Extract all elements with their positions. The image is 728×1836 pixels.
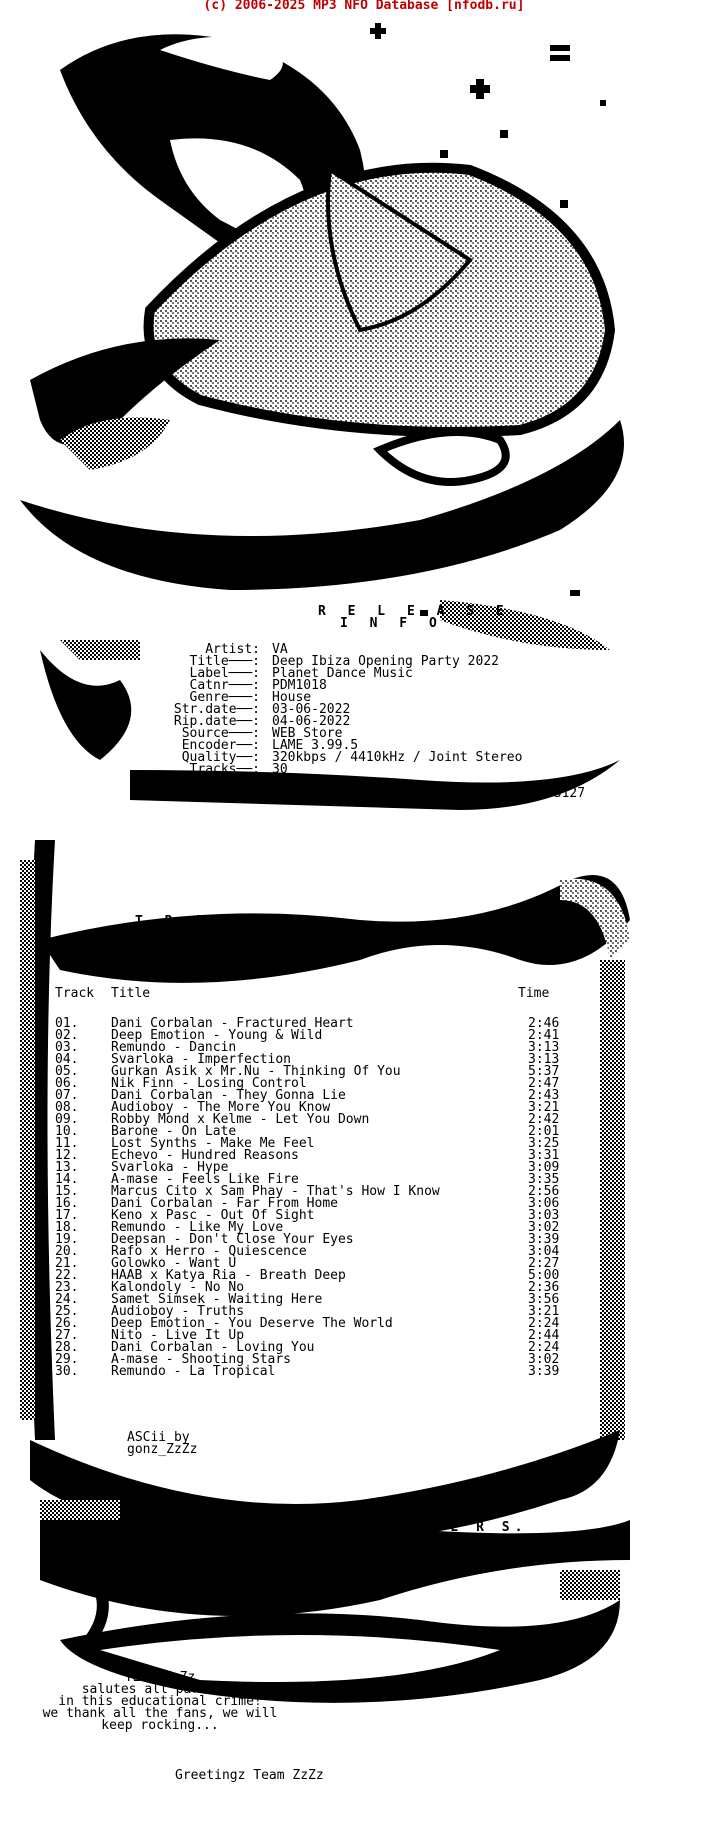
track-time: 3:39	[528, 1232, 560, 1247]
field-value: 04-06-2022	[272, 714, 351, 729]
track-title: Samet Simsek - Waiting Here	[111, 1292, 323, 1307]
track-number: 20.	[55, 1244, 79, 1259]
site-header: (c) 2006-2025 MP3 NFO Database [nfodb.ru]	[203, 0, 525, 13]
track-time: 5:00	[528, 1268, 560, 1283]
track-number: 02.	[55, 1028, 79, 1043]
greeting: Greetingz Team ZzZz	[175, 1768, 324, 1783]
track-time: 3:06	[528, 1196, 560, 1211]
listing-heading: L I S T I N G	[120, 938, 313, 953]
track-time: 3:13	[528, 1052, 560, 1067]
track-time: 5:37	[528, 1064, 560, 1079]
comment-line-4: we thank all the fans, we will	[42, 1706, 278, 1721]
track-title: Dani Corbalan - Fractured Heart	[111, 1016, 354, 1031]
field-value: 320kbps / 4410kHz / Joint Stereo	[272, 750, 523, 765]
field-value: House	[272, 690, 312, 705]
column-title-header: Title	[111, 986, 151, 1001]
comment-line-2: salutes all partners	[81, 1682, 239, 1697]
field-value: LAME 3.99.5	[272, 738, 359, 753]
track-number: 15.	[55, 1184, 79, 1199]
track-time: 3:35	[528, 1172, 560, 1187]
field-label: Genre───:	[189, 690, 260, 705]
comment-line-5: keep rocking...	[101, 1718, 219, 1733]
field-value: http://www.deezer.com/de/album/321703127	[272, 786, 586, 801]
track-title: Deepsan - Don't Close Your Eyes	[111, 1232, 354, 1247]
track-title: Deep Emotion - Young & Wild	[111, 1028, 323, 1043]
track-time: 2:27	[528, 1256, 560, 1271]
field-label: Quality──:	[181, 750, 260, 765]
field-value: 230.99MB	[272, 774, 335, 789]
comment-line-3: in this educational crime!	[58, 1694, 262, 1709]
track-time: 3:21	[528, 1100, 560, 1115]
track-time: 2:56	[528, 1184, 560, 1199]
track-number: 22.	[55, 1268, 79, 1283]
field-label: Encoder──:	[181, 738, 260, 753]
track-number: 23.	[55, 1280, 79, 1295]
track-time: 3:25	[528, 1136, 560, 1151]
track-title: Nik Finn - Losing Control	[111, 1076, 307, 1091]
track-time: 2:24	[528, 1316, 560, 1331]
track-title: Rafo x Herro - Quiescence	[111, 1244, 307, 1259]
field-value: 30	[272, 762, 288, 777]
track-number: 24.	[55, 1292, 79, 1307]
track-number: 03.	[55, 1040, 79, 1055]
track-time: 3:13	[528, 1040, 560, 1055]
track-number: 01.	[55, 1016, 79, 1031]
field-value: WEB Store	[272, 726, 343, 741]
track-time: 2:42	[528, 1112, 560, 1127]
field-label: Label───:	[189, 666, 260, 681]
track-number: 10.	[55, 1124, 79, 1139]
comment-line-1: TEAM ZzZz	[124, 1670, 196, 1685]
track-number: 18.	[55, 1220, 79, 1235]
track-title: Nito - Live It Up	[111, 1328, 245, 1343]
track-number: 12.	[55, 1148, 79, 1163]
track-title: Kalondoly - No No	[111, 1280, 245, 1295]
track-time: 3:56	[528, 1292, 560, 1307]
field-value: Deep Ibiza Opening Party 2022	[272, 654, 499, 669]
info-heading: I N F O	[340, 616, 444, 631]
track-number: 19.	[55, 1232, 79, 1247]
track-title: Deep Emotion - You Deserve The World	[111, 1316, 393, 1331]
track-number: 08.	[55, 1100, 79, 1115]
track-time: 3:09	[528, 1160, 560, 1175]
track-time: 2:01	[528, 1124, 560, 1139]
track-title: A-mase - Shooting Stars	[111, 1352, 292, 1367]
track-number: 26.	[55, 1316, 79, 1331]
track-number: 29.	[55, 1352, 79, 1367]
track-number: 21.	[55, 1256, 79, 1271]
credits-line-1: ASCii by	[127, 1430, 190, 1445]
track-number: 17.	[55, 1208, 79, 1223]
track-title: Dani Corbalan - Loving You	[111, 1340, 315, 1355]
track-time: 3:04	[528, 1244, 560, 1259]
field-label: Url──:	[213, 786, 260, 801]
track-number: 28.	[55, 1340, 79, 1355]
track-title: Gurkan Asik x Mr.Nu - Thinking Of You	[111, 1064, 401, 1079]
track-title: Remundo - Like My Love	[111, 1220, 284, 1235]
column-track-header: Track	[55, 986, 95, 1001]
track-heading: T R A C K	[135, 914, 269, 929]
track-title: Dani Corbalan - Far From Home	[111, 1196, 338, 1211]
field-label: Str.date──:	[173, 702, 260, 717]
track-title: Keno x Pasc - Out Of Sight	[111, 1208, 315, 1223]
comment-heading: .C O M M E N T.	[335, 1548, 528, 1563]
track-time: 2:24	[528, 1340, 560, 1355]
track-number: 16.	[55, 1196, 79, 1211]
track-time: 3:02	[528, 1352, 560, 1367]
field-value: Planet Dance Music	[272, 666, 413, 681]
track-title: Robby Mond x Kelme - Let You Down	[111, 1112, 370, 1127]
track-title: Marcus Cito x Sam Phay - That's How I Know	[111, 1184, 440, 1199]
field-label: Artist:	[205, 642, 260, 657]
track-title: Echevo - Hundred Reasons	[111, 1148, 299, 1163]
track-title: Golowko - Want U	[111, 1256, 237, 1271]
track-time: 2:46	[528, 1016, 560, 1031]
track-time: 2:43	[528, 1088, 560, 1103]
field-label: Rip.date──:	[173, 714, 260, 729]
track-number: 27.	[55, 1328, 79, 1343]
track-title: HAAB x Katya Ria - Breath Deep	[111, 1268, 346, 1283]
track-number: 06.	[55, 1076, 79, 1091]
track-number: 13.	[55, 1160, 79, 1175]
field-label: Catnr───:	[189, 678, 260, 693]
track-title: Svarloka - Imperfection	[111, 1052, 292, 1067]
track-time: 3:39	[528, 1364, 560, 1379]
field-label: Source───:	[181, 726, 260, 741]
track-number: 14.	[55, 1172, 79, 1187]
field-value: 03-06-2022	[272, 702, 351, 717]
track-time: 3:21	[528, 1304, 560, 1319]
track-number: 04.	[55, 1052, 79, 1067]
rippers-heading: .R I P P E R S.	[335, 1520, 528, 1535]
track-title: Svarloka - Hype	[111, 1160, 229, 1175]
track-title: Remundo - La Tropical	[111, 1364, 276, 1379]
track-time: 2:47	[528, 1076, 560, 1091]
track-number: 30.	[55, 1364, 79, 1379]
field-value: VA	[272, 642, 288, 657]
track-title: Dani Corbalan - They Gonna Lie	[111, 1088, 346, 1103]
track-title: Remundo - Dancin	[111, 1040, 237, 1055]
field-label: Size──:	[205, 774, 260, 789]
track-number: 07.	[55, 1088, 79, 1103]
field-value: PDM1018	[272, 678, 327, 693]
track-number: 11.	[55, 1136, 79, 1151]
track-time: 2:36	[528, 1280, 560, 1295]
track-time: 3:02	[528, 1220, 560, 1235]
track-title: Barone - On Late	[111, 1124, 237, 1139]
track-number: 05.	[55, 1064, 79, 1079]
track-title: Audioboy - Truths	[111, 1304, 245, 1319]
track-time: 2:41	[528, 1028, 560, 1043]
track-time: 2:44	[528, 1328, 560, 1343]
track-number: 09.	[55, 1112, 79, 1127]
track-title: Lost Synths - Make Me Feel	[111, 1136, 315, 1151]
field-label: Title───:	[189, 654, 260, 669]
track-time: 3:31	[528, 1148, 560, 1163]
credits-line-2: gonz_ZzZz	[127, 1442, 198, 1457]
track-number: 25.	[55, 1304, 79, 1319]
column-time-header: Time	[518, 986, 550, 1001]
track-title: Audioboy - The More You Know	[111, 1100, 331, 1115]
field-label: Tracks──:	[189, 762, 260, 777]
track-time: 3:03	[528, 1208, 560, 1223]
release-heading: R E L E A S E	[318, 604, 511, 619]
track-title: A-mase - Feels Like Fire	[111, 1172, 299, 1187]
